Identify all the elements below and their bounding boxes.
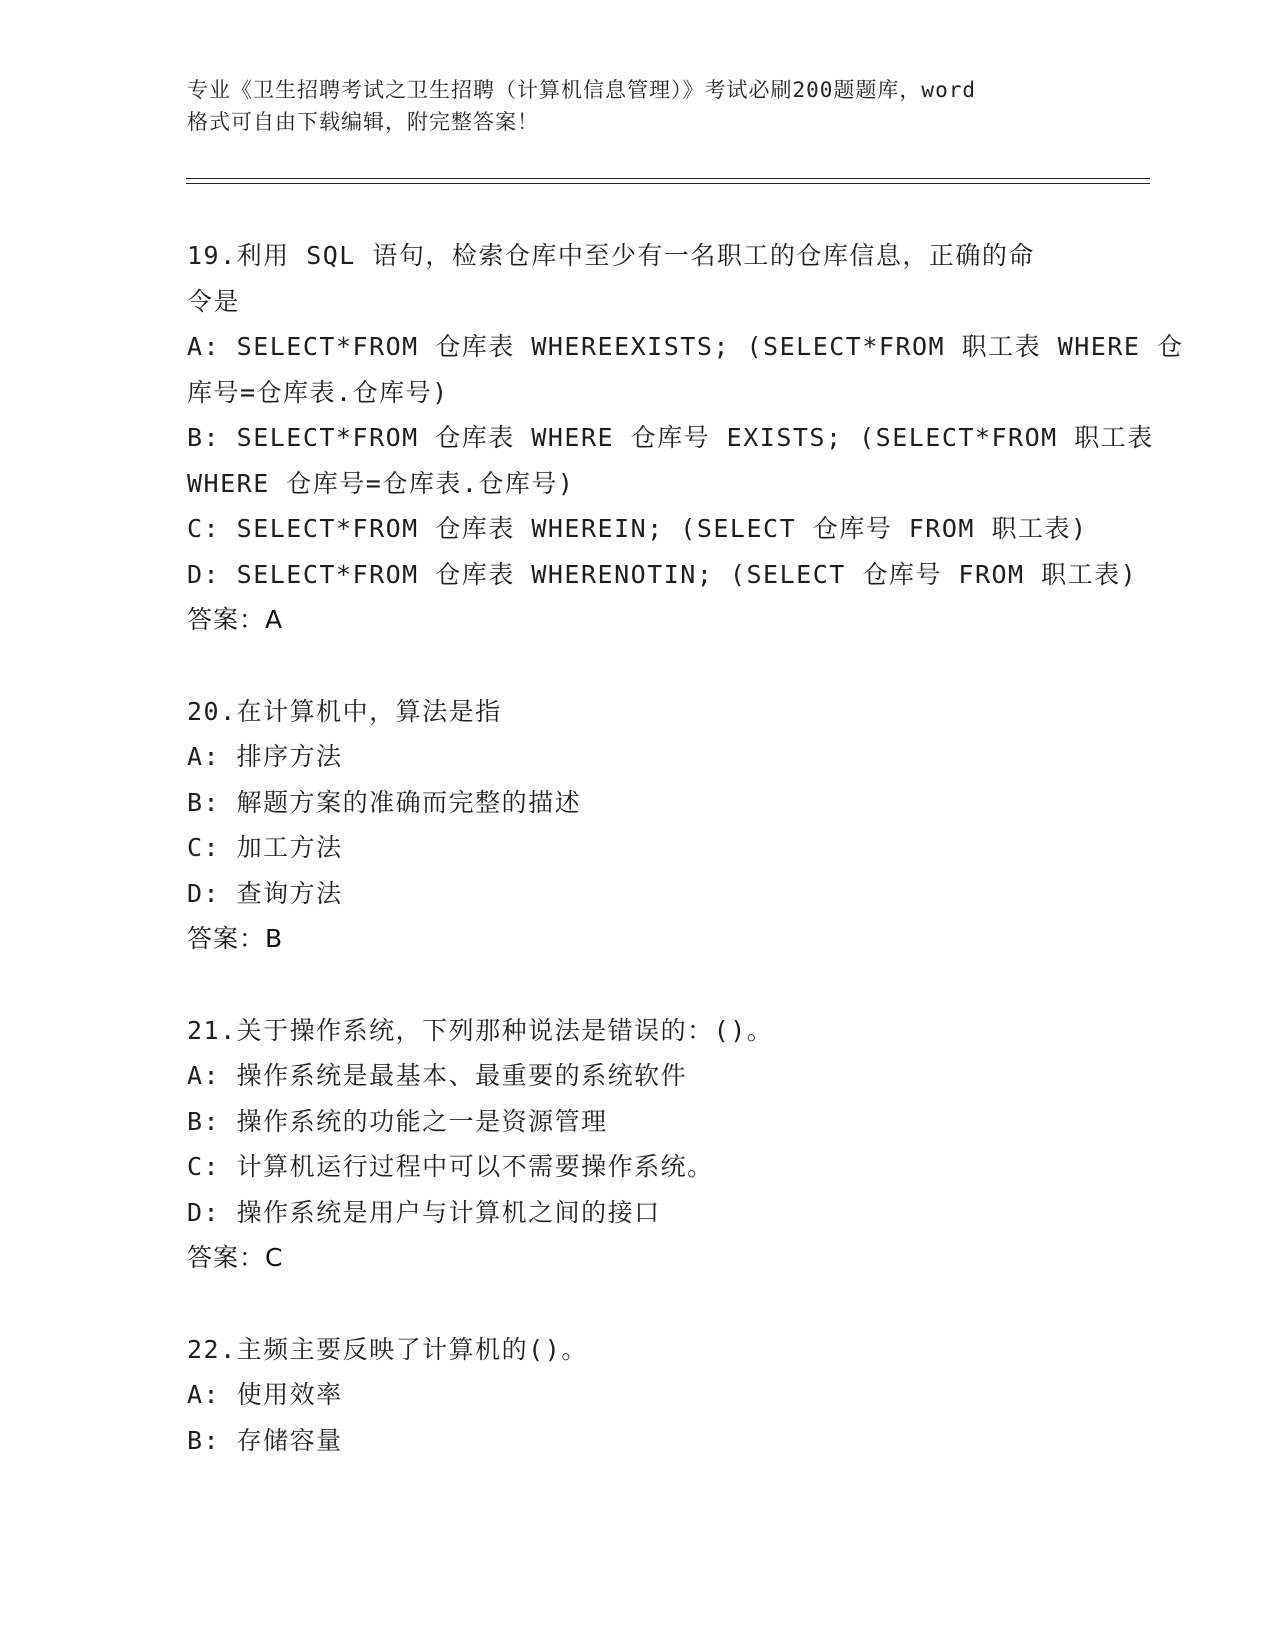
option-a: A: 排序方法: [187, 742, 343, 771]
option-b: B: 存储容量: [187, 1425, 343, 1455]
question-stem: 令是: [187, 286, 241, 316]
option-b: B: 操作系统的功能之一是资源管理: [187, 1106, 608, 1136]
question-21: [187, 1008, 1087, 1281]
option-c: C: 计算机运行过程中可以不需要操作系统。: [187, 1152, 714, 1181]
option-a: A: 使用效率: [187, 1380, 343, 1409]
header-line-2: 格式可自由下载编辑，附完整答案！: [187, 110, 539, 134]
answer: 答案：B: [187, 924, 284, 953]
question-stem: 20.在计算机中，算法是指: [187, 696, 502, 726]
option-d: D: SELECT*FROM 仓库表 WHERENOTIN; (SELECT 仓库号 FROM 职工表): [187, 559, 1138, 589]
option-d: D: 查询方法: [187, 878, 343, 908]
option-d: D: 操作系统是用户与计算机之间的接口: [187, 1197, 661, 1227]
header-line-1: 专业《卫生招聘考试之卫生招聘（计算机信息管理）》考试必刷200题题库，word: [187, 78, 976, 102]
option-b: B: SELECT*FROM 仓库表 WHERE 仓库号 EXISTS; (SELECT*FROM 职工表: [187, 423, 1154, 452]
answer: 答案：A: [187, 605, 284, 634]
spacer: [187, 643, 1087, 689]
header-divider-bottom: [186, 183, 1150, 184]
spacer: [187, 962, 1087, 1008]
option-a: A: SELECT*FROM 仓库表 WHEREEXISTS; (SELECT*FROM 职工表 WHERE 仓: [187, 332, 1184, 361]
option-c: C: 加工方法: [187, 833, 343, 862]
option-a: 库号=仓库表.仓库号): [187, 377, 449, 407]
question-list: [187, 233, 1184, 1463]
header-divider-top: [186, 178, 1150, 179]
question-stem: 21.关于操作系统，下列那种说法是错误的：()。: [187, 1015, 774, 1045]
option-b: WHERE 仓库号=仓库表.仓库号): [187, 468, 575, 498]
option-c: C: SELECT*FROM 仓库表 WHEREIN; (SELECT 仓库号 FROM 职工表): [187, 514, 1088, 543]
option-a: A: 操作系统是最基本、最重要的系统软件: [187, 1061, 688, 1090]
answer: 答案：C: [187, 1243, 284, 1272]
question-20: [187, 689, 1087, 962]
question-19: [187, 233, 1184, 643]
question-stem: 19.利用 SQL 语句，检索仓库中至少有一名职工的仓库信息，正确的命: [187, 241, 1035, 270]
question-22: [187, 1327, 1087, 1464]
spacer: [187, 1281, 1087, 1327]
option-b: B: 解题方案的准确而完整的描述: [187, 787, 582, 817]
question-stem: 22.主频主要反映了计算机的()。: [187, 1334, 588, 1364]
document-header: [187, 74, 1087, 138]
